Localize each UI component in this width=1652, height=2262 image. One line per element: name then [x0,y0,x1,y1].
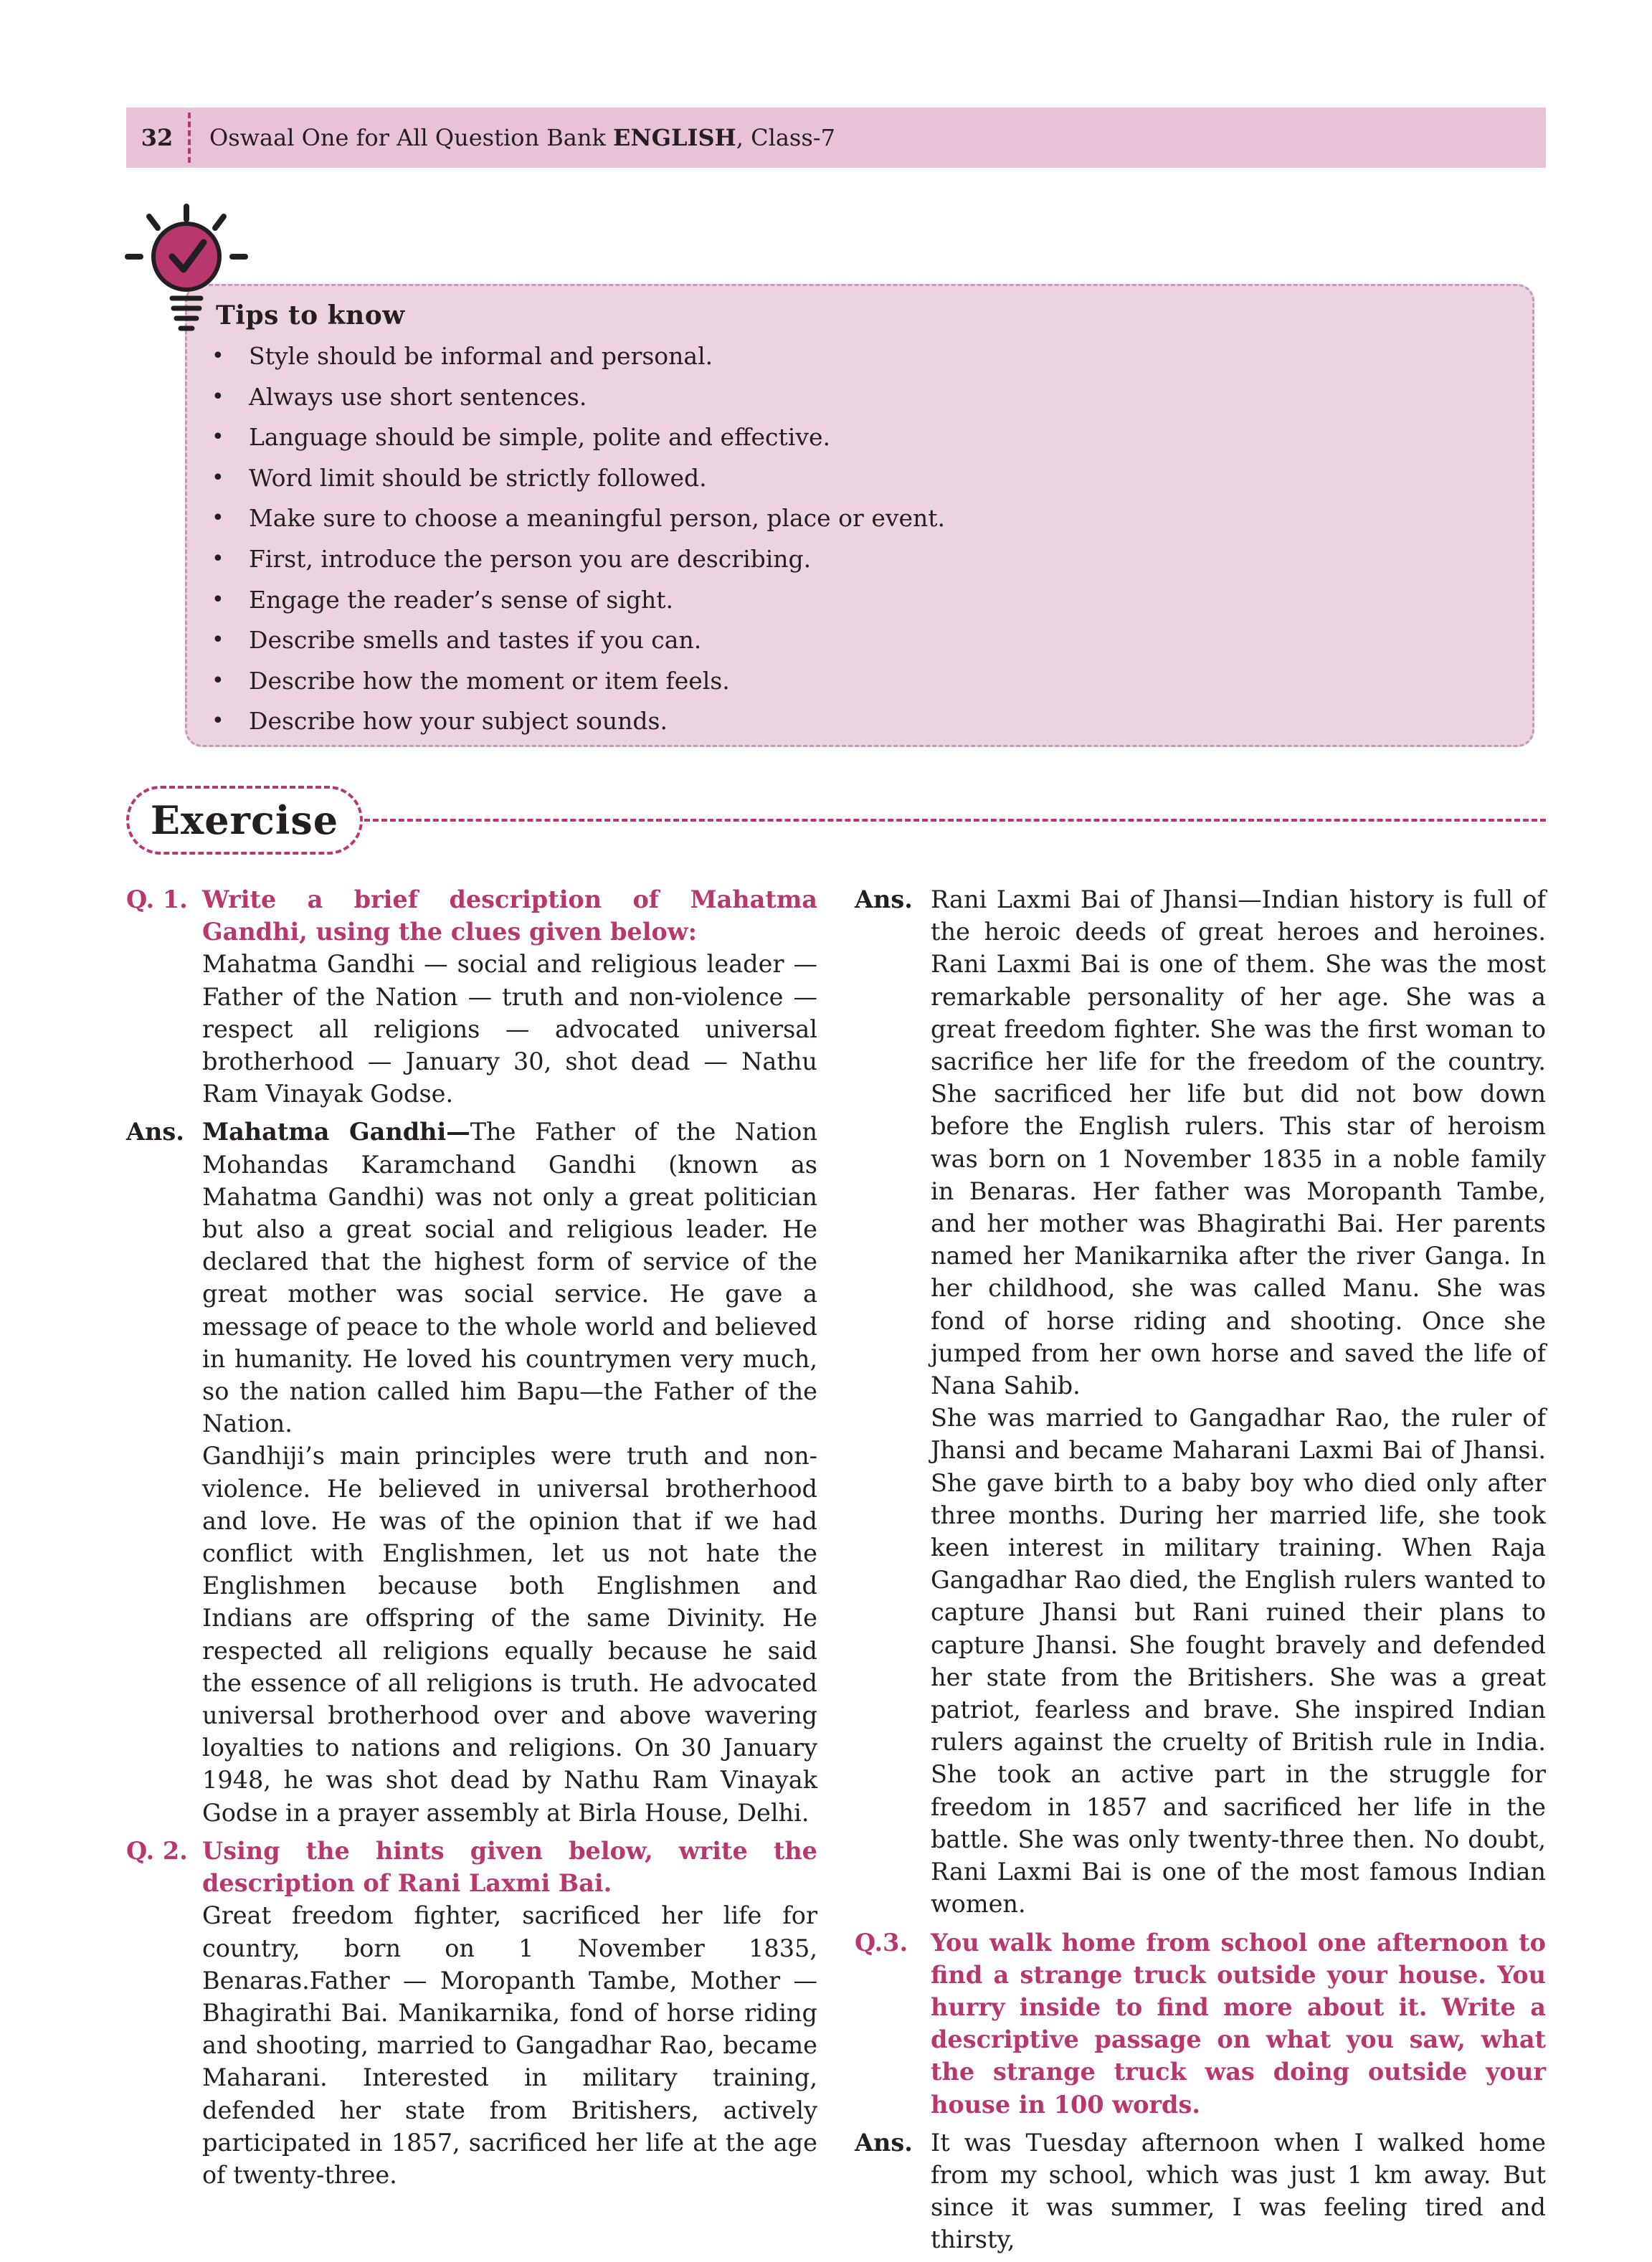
answer-2 [855,883,1546,1921]
question-clues: Mahatma Gandhi — social and religious leader — Father of the Nation — truth and non-violence — respect all religions — advocated universal brotherhood — January 30, shot dead — Nathu Ram Vinayak Godse. [202,950,817,1108]
answer-label: Ans. [126,1118,184,1146]
left-column [126,883,817,2197]
list-item: • Describe how your subject sounds. [212,707,668,736]
lightbulb-check-icon [122,201,251,337]
tips-list [212,336,945,742]
question-hints: Great freedom fighter, sacrificed her life for country, born on 1 November 1835, Benaras.Father — Moropanth Tambe, Mother — Bhagirathi Bai. Manikarnika, fond of horse riding and shooting, married to Gangadhar Rao, became Maharani. Interested in military training, defended her state from Britishers, actively participated in 1857, sacrificed her life at the age of twenty-three. [202,1901,817,2189]
answer-paragraph: Mahatma Gandhi—The Father of the Nation Mohandas Karamchand Gandhi (known as Mahatma Gandhi) was not only a great politician but also a great social and religious leader. He declared that the highest form of service of the great mother was social service. He gave a message of peace to the whole world and believed in humanity. He loved his countrymen very much, so the nation called him Bapu—the Father of the Nation. [202,1118,817,1438]
answer-paragraph: Rani Laxmi Bai of Jhansi—Indian history is full of the heroic deeds of great heroes and heroines. Rani Laxmi Bai is one of them. She was the most remarkable personality of her age. She was a great freedom fighter. She was the first woman to sacrifice her life for the freedom of the country. She sacrificed her life but did not bow down before the English rulers. This star of heroism was born on 1 November 1835 in a noble family in Benaras. Her father was Moropanth Tambe, and her mother was Bhagirathi Bai. Her parents named her Manikarnika after the river Ganga. In her childhood, she was called Manu. She was fond of horse riding and shooting. Once she jumped from her own horse and saved the life of Nana Sahib. [931,885,1546,1400]
book-title [209,124,835,151]
question-label: Q. 2. [126,1836,188,1865]
question-3 [855,1926,1546,2121]
list-item: • Engage the reader’s sense of sight. [212,585,674,614]
question-text: Using the hints given below, write the description of Rani Laxmi Bai. [202,1836,817,1898]
answer-1 [126,1116,817,1828]
question-label: Q. 1. [126,885,188,913]
tips-heading: Tips to know [216,300,405,331]
exercise-divider [364,819,1546,822]
book-subject: ENGLISH [613,124,736,151]
answer-label: Ans. [855,885,913,913]
list-item: • Always use short sentences. [212,382,587,411]
list-item: • Describe smells and tastes if you can. [212,626,702,655]
list-item: • First, introduce the person you are describing. [212,544,812,573]
question-text: Write a brief description of Mahatma Gandhi, using the clues given below: [202,885,817,946]
exercise-heading-text: Exercise [150,797,339,843]
list-item: • Make sure to choose a meaningful person, place or event. [212,504,946,533]
list-item: • Describe how the moment or item feels. [212,666,730,695]
answer-label: Ans. [855,2128,913,2157]
answer-title: Mahatma Gandhi— [202,1118,470,1146]
list-item: • Language should be simple, polite and effective. [212,423,831,452]
page-header [126,108,1546,168]
list-item: • Word limit should be strictly followed. [212,463,707,492]
page-number: 32 [141,124,174,151]
question-1 [126,883,817,1110]
answer-paragraph: It was Tuesday afternoon when I walked home from my school, which was just 1 km away. But since it was summer, I was feeling tired and thirsty, [931,2128,1546,2254]
answer-paragraph: She was married to Gangadhar Rao, the ruler of Jhansi and became Maharani Laxmi Bai of Jhansi. She gave birth to a baby boy who died only after three months. During her married life, she took keen interest in military training. When Raja Gangadhar Rao died, the English rulers wanted to capture Jhansi but Rani ruined their plans to capture Jhansi. She fought bravely and defended her state from the Britishers. She was a great patriot, fearless and brave. She inspired Indian rulers against the cruelty of British rule in India. She took an active part in the struggle for freedom in 1857 and sacrificed her life in the battle. She was only twenty-three then. No doubt, Rani Laxmi Bai is one of the most famous Indian women. [931,1404,1546,1919]
tips-box [185,284,1534,747]
book-title-suffix: , Class-7 [736,124,835,151]
right-column [855,883,1546,2262]
answer-3 [855,2126,1546,2256]
question-label: Q.3. [855,1928,908,1957]
question-2 [126,1835,817,2191]
header-divider [188,113,194,163]
exercise-heading [126,786,363,855]
answer-paragraph: Gandhiji’s main principles were truth and non-violence. He believed in universal brotherhood and love. He was of the opinion that if we had conflict with Englishmen, let us not hate the Englishmen because both Englishmen and Indians are offspring of the same Divinity. He respected all religions equally because he said the essence of all religions is truth. He advocated universal brotherhood over and above wavering loyalties to nations and religions. On 30 January 1948, he was shot dead by Nathu Ram Vinayak Godse in a prayer assembly at Birla House, Delhi. [202,1442,817,1827]
list-item: • Style should be informal and personal. [212,342,713,370]
book-title-prefix: Oswaal One for All Question Bank [209,124,613,151]
question-text: You walk home from school one afternoon to find a strange truck outside your house. You hurry inside to find more about it. Write a descriptive passage on what you saw, what the strange truck was doing outside your house in 100 words. [931,1928,1546,2119]
